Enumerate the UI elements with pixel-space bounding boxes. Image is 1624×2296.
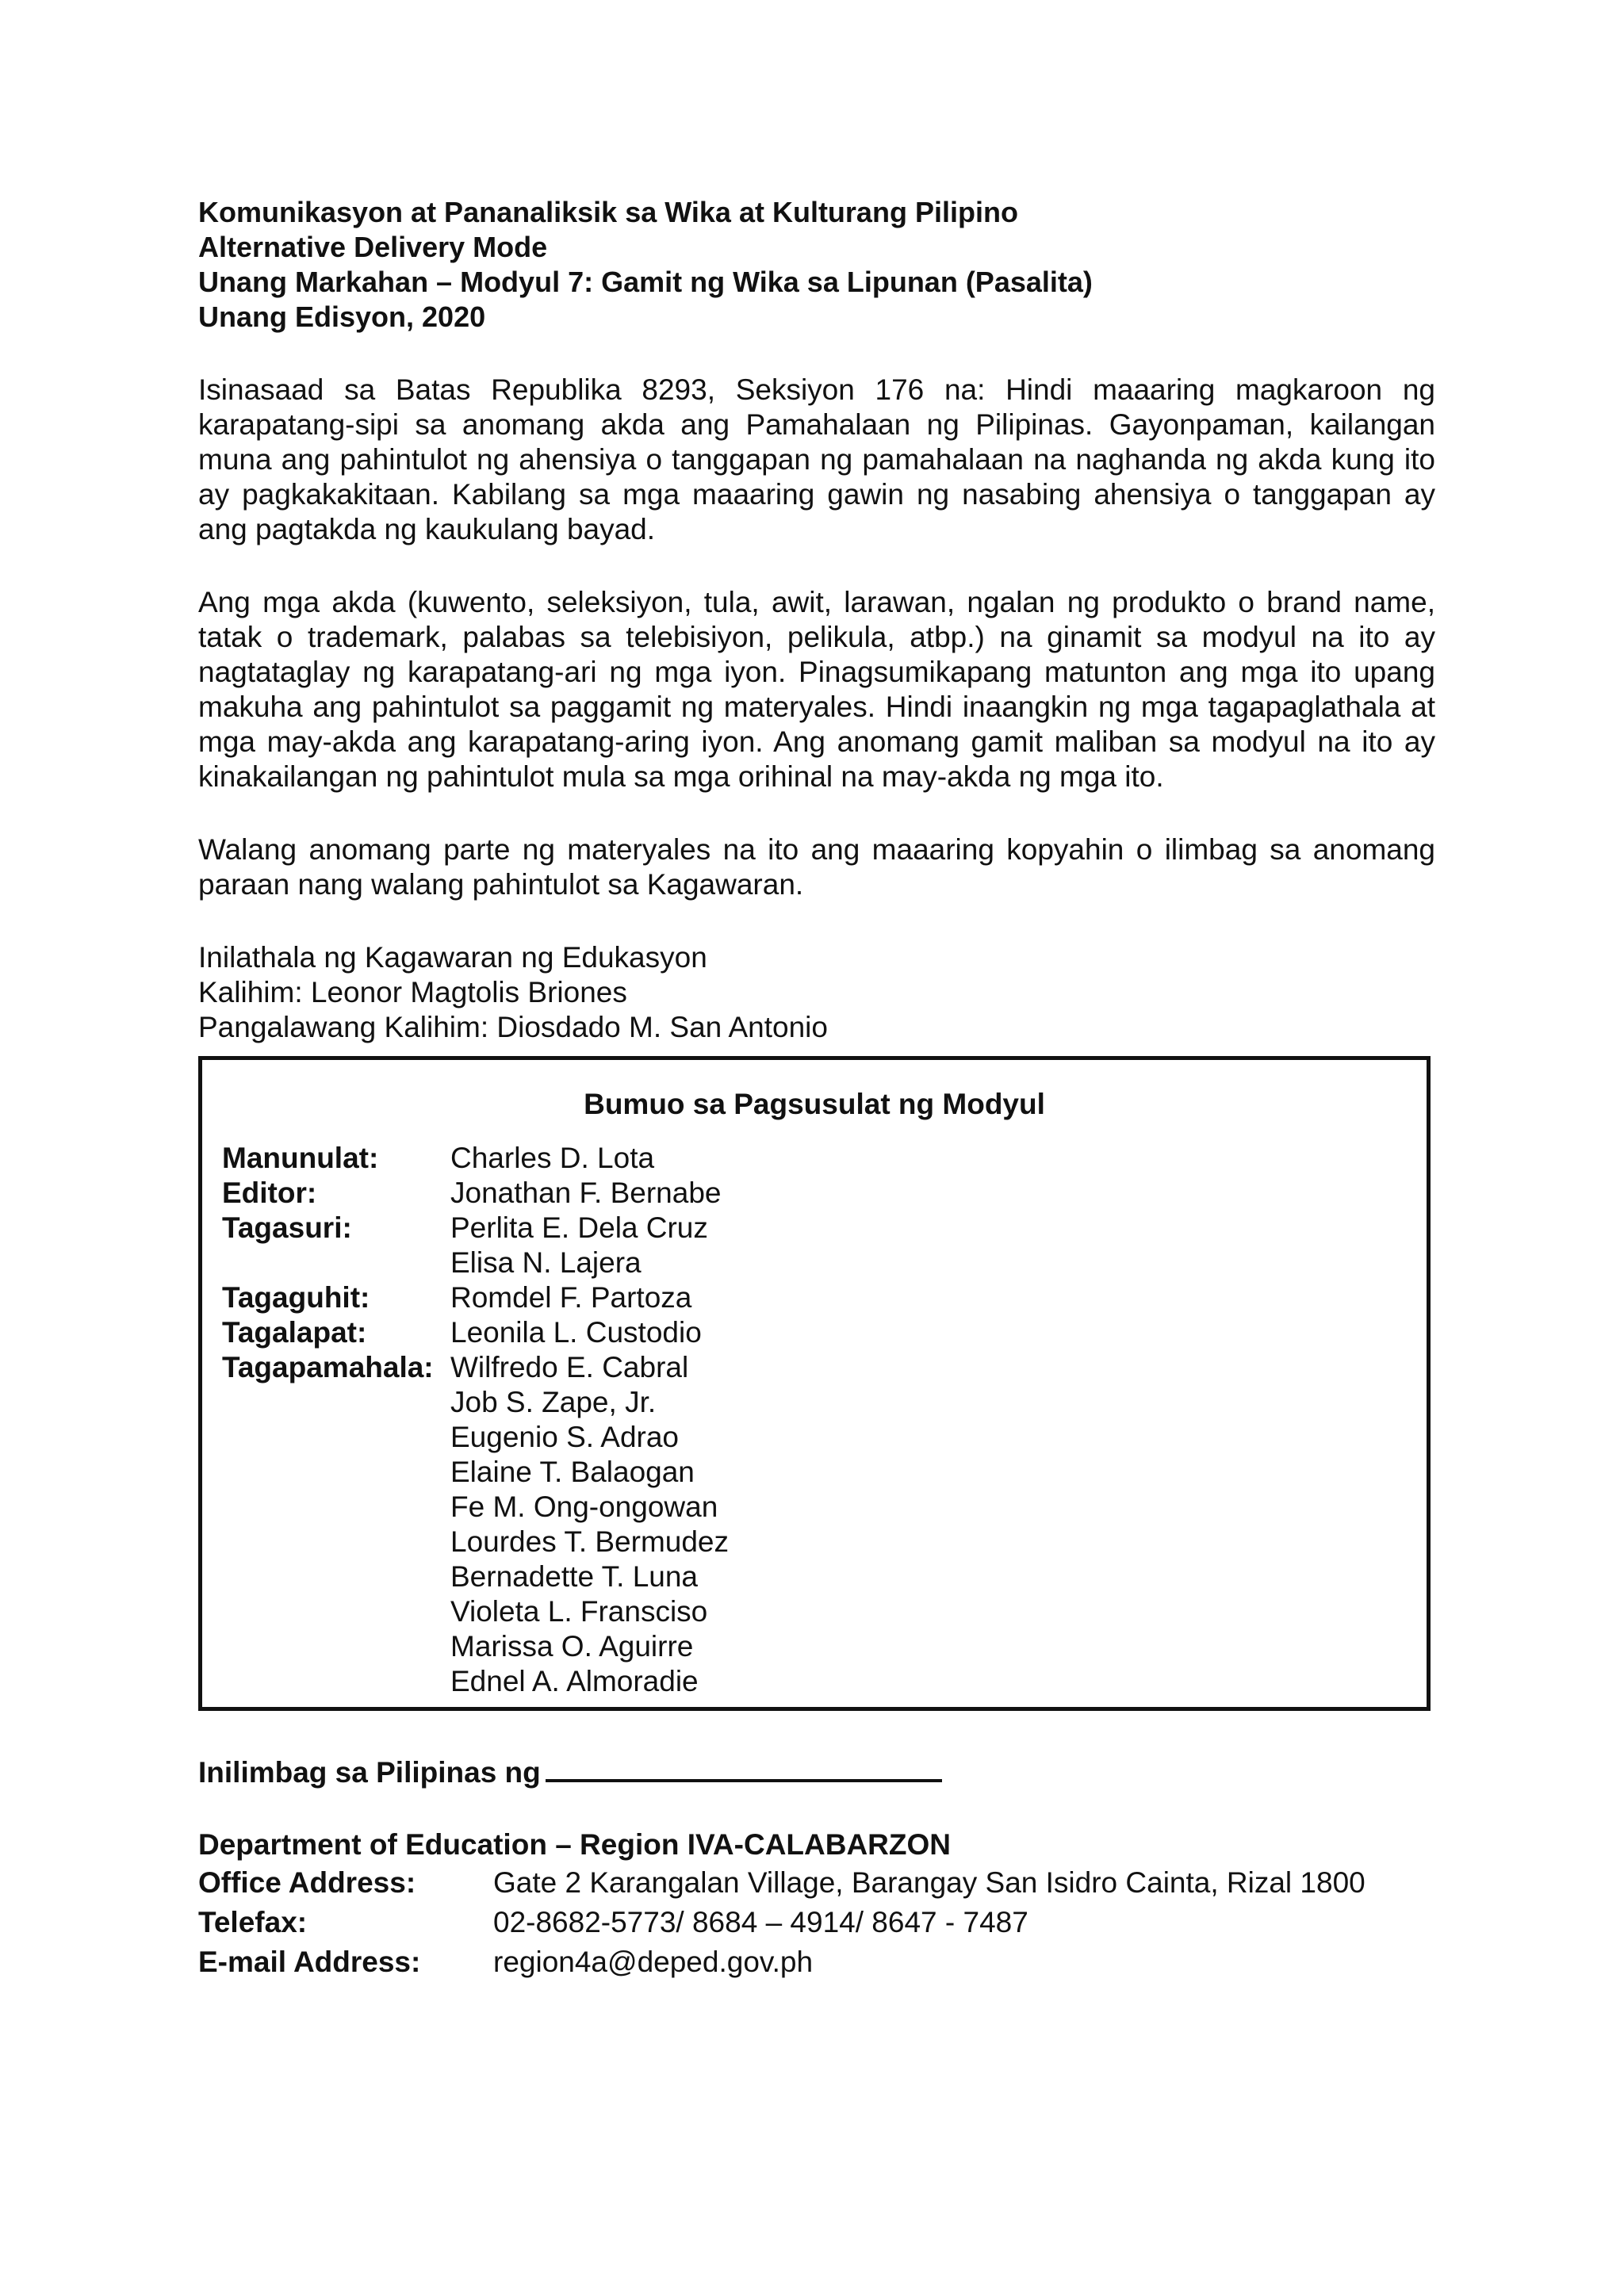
credits-box xyxy=(198,1056,1431,1711)
copyright-paragraph-works: Ang mga akda (kuwento, seleksiyon, tula, awit, larawan, ngalan ng produkto o brand name, tatak o trademark, palabas sa telebisiyon, pelikula, atbp.) na ginamit sa modyul na ito ay nagtataglay ng karapatang-ari ng mga iyon. Pinagsumikapang matunton ang mga ito upang makuha ang pahintulot sa paggamit ng materyales. Hindi inaangkin ng mga tagapaglathala at mga may-akda ang karapatang-aring iyon. Ang anomang gamit maliban sa modyul na ito ay kinakailangan ng pahintulot mula sa mga orihinal na may-akda ng mga ito. xyxy=(198,586,1435,793)
credit-row xyxy=(222,1176,1094,1211)
credit-row xyxy=(222,1420,1094,1455)
credit-role: Tagasuri: xyxy=(222,1211,352,1244)
credit-row xyxy=(222,1141,1094,1176)
credit-row xyxy=(222,1525,1094,1559)
credit-row xyxy=(222,1664,1094,1699)
credit-role xyxy=(222,1246,450,1280)
credit-name: Job S. Zape, Jr. xyxy=(450,1386,657,1418)
email-address: region4a@deped.gov.ph xyxy=(493,1946,814,1978)
credit-row xyxy=(222,1385,1094,1420)
credit-row xyxy=(222,1490,1094,1525)
credit-name: Romdel F. Partoza xyxy=(450,1281,692,1314)
credit-name: Eugenio S. Adrao xyxy=(450,1421,679,1453)
credit-row xyxy=(222,1455,1094,1490)
heading-subject: Komunikasyon at Pananaliksik sa Wika at Kulturang Pilipino xyxy=(198,196,1018,228)
credit-row xyxy=(222,1211,1094,1246)
credit-name: Jonathan F. Bernabe xyxy=(450,1177,722,1209)
undersecretary-line: Pangalawang Kalihim: Diosdado M. San Antonio xyxy=(198,1011,828,1043)
credit-name: Elaine T. Balaogan xyxy=(450,1456,695,1488)
credit-role xyxy=(222,1455,450,1490)
contact-label: Office Address: xyxy=(198,1866,416,1899)
credit-role: Tagalapat: xyxy=(222,1316,367,1349)
credit-name: Charles D. Lota xyxy=(450,1142,655,1174)
telefax-row xyxy=(198,1903,1435,1942)
heading-module-title: Unang Markahan – Modyul 7: Gamit ng Wika sa Lipunan (Pasalita) xyxy=(198,266,1093,298)
credit-role xyxy=(222,1629,450,1664)
credit-role xyxy=(222,1490,450,1525)
credit-name: Wilfredo E. Cabral xyxy=(450,1351,689,1383)
email-row xyxy=(198,1942,1435,1982)
credit-row xyxy=(222,1629,1094,1664)
credit-role xyxy=(222,1559,450,1594)
credits-list xyxy=(222,1141,1094,1699)
credit-role: Editor: xyxy=(222,1177,317,1209)
credit-name: Leonila L. Custodio xyxy=(450,1316,702,1349)
credit-role xyxy=(222,1664,450,1699)
contact-value: Gate 2 Karangalan Village, Barangay San Isidro Cainta, Rizal 1800 xyxy=(493,1866,1365,1899)
credit-role xyxy=(222,1420,450,1455)
credit-name: Bernadette T. Luna xyxy=(450,1560,699,1593)
printer-blank-line xyxy=(546,1752,942,1782)
heading-delivery-mode: Alternative Delivery Mode xyxy=(198,231,548,263)
credit-name: Ednel A. Almoradie xyxy=(450,1665,699,1697)
deped-region-title: Department of Education – Region IVA-CALABARZON xyxy=(198,1828,951,1861)
credit-row xyxy=(222,1594,1094,1629)
credit-name: Elisa N. Lajera xyxy=(450,1246,642,1279)
publisher-line: Inilathala ng Kagawaran ng Edukasyon xyxy=(198,941,707,974)
credit-name: Marissa O. Aguirre xyxy=(450,1630,694,1663)
credit-role xyxy=(222,1525,450,1559)
credit-row xyxy=(222,1315,1094,1350)
secretary-line: Kalihim: Leonor Magtolis Briones xyxy=(198,976,627,1008)
credit-row xyxy=(222,1559,1094,1594)
credit-row xyxy=(222,1350,1094,1385)
credit-role: Tagapamahala: xyxy=(222,1351,434,1383)
credit-name: Fe M. Ong-ongowan xyxy=(450,1490,718,1523)
publisher-info xyxy=(198,940,1435,1045)
contact-label: Telefax: xyxy=(198,1906,308,1938)
credit-role xyxy=(222,1594,450,1629)
credit-role: Manunulat: xyxy=(222,1142,379,1174)
heading-edition: Unang Edisyon, 2020 xyxy=(198,300,486,333)
deped-contact-block xyxy=(198,1827,1435,1982)
credit-role xyxy=(222,1385,450,1420)
module-heading xyxy=(198,195,1435,335)
contact-label: E-mail Address: xyxy=(198,1946,421,1978)
printed-in-line xyxy=(198,1752,942,1790)
credit-name: Lourdes T. Bermudez xyxy=(450,1525,730,1558)
copyright-paragraph-law: Isinasaad sa Batas Republika 8293, Seksiyon 176 na: Hindi maaaring magkaroon ng karapatang-sipi sa anomang akda ang Pamahalaan ng Pilipinas. Gayonpaman, kailangan muna ang pahintulot ng ahensiya o tanggapan ng pamahalaan na naghanda ng akda kung ito ay pagkakakitaan. Kabilang sa mga maaaring gawin ng nasabing ahensiya o tanggapan ay ang pagtakda ng kaukulang bayad. xyxy=(198,373,1435,545)
credit-row xyxy=(222,1280,1094,1315)
printed-label: Inilimbag sa Pilipinas ng xyxy=(198,1756,541,1789)
contact-value: 02-8682-5773/ 8684 – 4914/ 8647 - 7487 xyxy=(493,1906,1028,1938)
credits-title: Bumuo sa Pagsusulat ng Modyul xyxy=(584,1088,1045,1120)
copyright-paragraph-reproduction: Walang anomang parte ng materyales na ito ang maaaring kopyahin o ilimbag sa anomang paraan nang walang pahintulot sa Kagawaran. xyxy=(198,833,1435,901)
credit-name: Violeta L. Fransciso xyxy=(450,1595,708,1628)
copyright-page xyxy=(198,195,1435,1045)
credit-role: Tagaguhit: xyxy=(222,1281,370,1314)
office-address-row xyxy=(198,1863,1435,1903)
credit-name: Perlita E. Dela Cruz xyxy=(450,1211,708,1244)
credit-row xyxy=(222,1246,1094,1280)
